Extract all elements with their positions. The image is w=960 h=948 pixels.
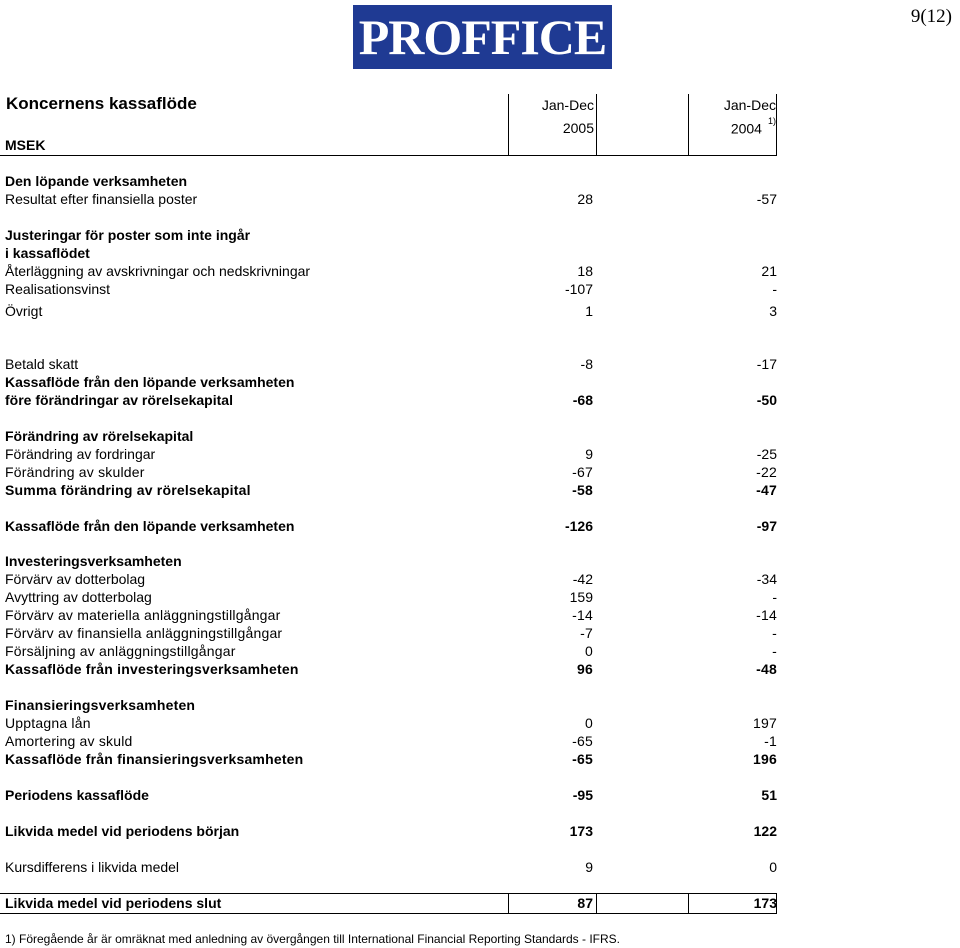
value-2004: 3	[769, 303, 777, 319]
value-2004: 196	[753, 751, 777, 767]
table-row	[0, 714, 960, 732]
table-row	[0, 391, 960, 409]
value-2005: -65	[572, 733, 593, 749]
value-2005: 96	[577, 661, 593, 677]
value-2004: -14	[756, 607, 777, 623]
table-row	[0, 552, 960, 570]
col1-right-border	[596, 94, 597, 155]
value-2004: -97	[756, 518, 777, 534]
row-label: Likvida medel vid periodens slut	[5, 895, 222, 911]
row-label: Summa förändring av rörelsekapital	[5, 482, 251, 498]
value-2005: 87	[577, 895, 593, 911]
table-row	[0, 226, 960, 244]
value-2005: 28	[577, 191, 593, 207]
row-label: i kassaflödet	[5, 245, 90, 261]
table-row	[0, 463, 960, 481]
row-label: Övrigt	[5, 303, 43, 319]
value-2004: -	[772, 589, 777, 605]
table-row	[0, 427, 960, 445]
value-2004: 51	[761, 787, 777, 803]
col1-year: 2005	[562, 120, 594, 136]
value-2005: -107	[564, 281, 593, 297]
value-2005: -14	[572, 607, 593, 623]
table-row	[0, 172, 960, 190]
value-2004: 21	[761, 263, 777, 279]
value-2005: -58	[572, 482, 593, 498]
row-label: Kassaflöde från investeringsverksamheten	[5, 661, 299, 677]
value-2005: -42	[572, 571, 593, 587]
value-2004: 197	[753, 715, 777, 731]
value-2004: 0	[769, 859, 777, 875]
value-2004: -1	[764, 733, 777, 749]
col2-year: 2004	[730, 120, 762, 137]
table-row	[0, 696, 960, 714]
row-label: Försäljning av anläggningstillgångar	[5, 643, 236, 659]
table-row	[0, 302, 960, 320]
value-2005: 9	[585, 859, 593, 875]
row-label: Betald skatt	[5, 356, 79, 372]
value-2005: 159	[569, 589, 593, 605]
table-row	[0, 660, 960, 678]
page-number: 9(12)	[910, 6, 952, 27]
page-title: Koncernens kassaflöde	[6, 94, 197, 113]
value-2004: -17	[756, 356, 777, 372]
table-row	[0, 624, 960, 642]
value-2005: 1	[585, 303, 593, 319]
row-label: Förvärv av finansiella anläggningstillgångar	[5, 625, 283, 641]
row-label: Kassaflöde från den löpande verksamheten	[5, 518, 295, 534]
table-row	[0, 858, 960, 876]
col2-right-border	[776, 94, 777, 155]
table-row	[0, 373, 960, 391]
table-row	[0, 588, 960, 606]
value-2005: -65	[572, 751, 593, 767]
row-label: Periodens kassaflöde	[5, 787, 149, 803]
row-label: Förvärv av materiella anläggningstillgångar	[5, 607, 281, 623]
row-label: före förändringar av rörelsekapital	[5, 392, 233, 408]
logo-text: PROFFICE	[358, 9, 607, 65]
value-2005: -68	[572, 392, 593, 408]
table-row	[0, 517, 960, 535]
row-label: Justeringar för poster som inte ingår	[5, 227, 251, 243]
value-2004: -47	[756, 482, 777, 498]
table-row	[0, 244, 960, 262]
value-2004: -34	[756, 571, 777, 587]
value-2004: -50	[756, 392, 777, 408]
row-label: Realisationsvinst	[5, 281, 111, 297]
value-2005: -126	[564, 518, 593, 534]
value-2005: -8	[580, 356, 593, 372]
header-rule	[0, 155, 777, 156]
table-row	[0, 642, 960, 660]
table-row	[0, 445, 960, 463]
value-2004: -	[772, 625, 777, 641]
total-rule-bottom	[0, 913, 777, 914]
value-2005: 0	[585, 643, 593, 659]
footnote: 1) Föregående år är omräknat med anledning av övergången till International Financial Reporting Standards - IFRS.	[5, 932, 621, 946]
row-label: Kursdifferens i likvida medel	[5, 859, 180, 875]
unit-label: MSEK	[5, 137, 46, 153]
col2-period: Jan-Dec	[723, 97, 776, 113]
value-2005: 9	[585, 446, 593, 462]
row-label: Kassaflöde från finansieringsverksamheten	[5, 751, 304, 767]
table-row	[0, 280, 960, 298]
table-row	[0, 750, 960, 768]
col2-year-wrap	[690, 116, 776, 137]
value-2004: -	[772, 643, 777, 659]
row-label: Resultat efter finansiella poster	[5, 191, 198, 207]
table-row	[0, 822, 960, 840]
col2-left-border	[688, 94, 689, 155]
table-row	[0, 355, 960, 373]
value-2004: -25	[756, 446, 777, 462]
row-label: Förvärv av dotterbolag	[5, 571, 146, 587]
row-label: Likvida medel vid periodens början	[5, 823, 240, 839]
value-2005: -67	[572, 464, 593, 480]
row-label: Finansieringsverksamheten	[5, 697, 196, 713]
row-label: Förändring av fordringar	[5, 446, 156, 462]
value-2004: -57	[756, 191, 777, 207]
col2-note: 1)	[767, 116, 776, 126]
row-label: Investeringsverksamheten	[5, 553, 182, 569]
value-2005: 18	[577, 263, 593, 279]
col1-period: Jan-Dec	[541, 97, 594, 113]
row-label: Förändring av skulder	[5, 464, 145, 480]
col1-left-border	[508, 94, 509, 155]
row-label: Upptagna lån	[5, 715, 91, 731]
value-2004: -48	[756, 661, 777, 677]
row-label: Förändring av rörelsekapital	[5, 428, 194, 444]
value-2005: 0	[585, 715, 593, 731]
value-2005: -95	[572, 787, 593, 803]
table-row	[0, 732, 960, 750]
value-2004: 173	[753, 895, 777, 911]
value-2005: -7	[580, 625, 593, 641]
table-row	[0, 481, 960, 499]
table-row	[0, 262, 960, 280]
proffice-logo	[353, 5, 612, 69]
table-row	[0, 894, 960, 912]
value-2005: 173	[569, 823, 593, 839]
value-2004: -22	[756, 464, 777, 480]
table-row	[0, 570, 960, 588]
value-2004: -	[772, 281, 777, 297]
value-2004: 122	[753, 823, 777, 839]
row-label: Avyttring av dotterbolag	[5, 589, 152, 605]
table-row	[0, 786, 960, 804]
row-label: Den löpande verksamheten	[5, 173, 188, 189]
table-row	[0, 606, 960, 624]
row-label: Kassaflöde från den löpande verksamheten	[5, 374, 295, 390]
table-row	[0, 190, 960, 208]
row-label: Amortering av skuld	[5, 733, 133, 749]
row-label: Återläggning av avskrivningar och nedskrivningar	[5, 263, 311, 279]
